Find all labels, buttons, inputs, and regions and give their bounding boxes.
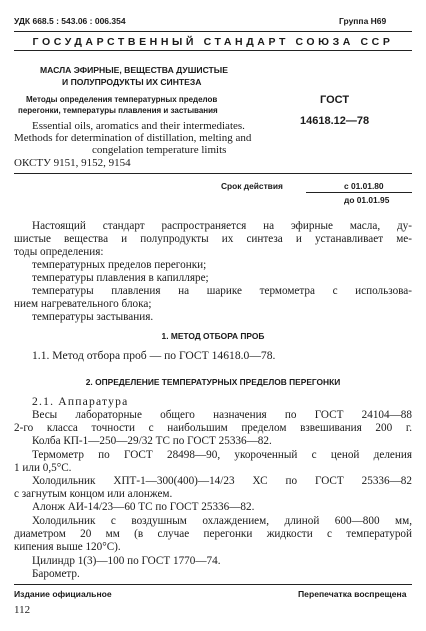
apparatus-line: с загнутым концом или алонжем. xyxy=(14,488,173,500)
title-subtitle-line1: Методы определения температурных пределов xyxy=(26,95,218,104)
apparatus-line: Алонж АИ-14/23—60 ТС по ГОСТ 25336—82. xyxy=(32,501,255,513)
section1-paragraph: 1.1. Метод отбора проб — по ГОСТ 14618.0—78. xyxy=(32,349,276,362)
official-edition-label: Издание официальное xyxy=(14,589,112,599)
apparatus-line: диаметром 20 мм (в случае перегонки жидкости с температурой xyxy=(14,528,412,540)
intro-list-item: температуры плавления в капилляре; xyxy=(32,272,209,284)
intro-list-item: температуры застывания. xyxy=(32,311,154,323)
validity-to: до 01.01.95 xyxy=(344,195,390,205)
title-en-line3: congelation temperature limits xyxy=(92,144,227,156)
page-number: 112 xyxy=(14,604,31,616)
intro-list-item: температурных пределов перегонки; xyxy=(32,259,207,271)
intro-line: Настоящий стандарт распространяется на эфирные масла, ду- xyxy=(32,220,412,232)
validity-from: с 01.01.80 xyxy=(344,181,384,191)
intro-line: тоды определения: xyxy=(14,246,104,258)
title-subtitle-line2: перегонки, температуры плавления и застывания xyxy=(18,106,218,115)
intro-list-item: нием нагревательного блока; xyxy=(14,298,152,310)
title-en-line2: Methods for determination of distillation, melting and xyxy=(14,132,252,144)
gost-number: 14618.12—78 xyxy=(300,115,370,127)
footer-rule xyxy=(14,584,412,585)
reprint-notice: Перепечатка воспрещена xyxy=(298,589,407,599)
apparatus-line: Термометр по ГОСТ 28498—90, укороченный с ценой деления xyxy=(32,449,412,461)
apparatus-line: кипения выше 120°С). xyxy=(14,541,121,553)
apparatus-line: Барометр. xyxy=(32,568,80,580)
state-standard-banner: ГОСУДАРСТВЕННЫЙ СТАНДАРТ СОЮЗА ССР xyxy=(32,36,394,48)
apparatus-line: 1 или 0,5°С. xyxy=(14,462,72,474)
header-bottom-rule xyxy=(14,50,412,51)
apparatus-line: Холодильник с воздушным охлаждением, длиной 600—800 мм, xyxy=(32,515,412,527)
validity-label: Срок действия xyxy=(221,181,283,191)
header-top-rule xyxy=(14,31,412,32)
apparatus-line: Холодильник ХПТ-1—300(400)—14/23 ХС по ГОСТ 25336—82 xyxy=(32,475,412,487)
intro-list-item: температуры плавления на шарике термометра с использова- xyxy=(32,285,412,297)
section1-heading: 1. МЕТОД ОТБОРА ПРОБ xyxy=(161,331,265,341)
apparatus-line: Колба КП-1—250—29/32 ТС по ГОСТ 25336—82. xyxy=(32,435,272,447)
intro-line: шистые вещества и полупродукты их синтеза и устанавливает ме- xyxy=(14,233,412,245)
okstu-codes: ОКСТУ 9151, 9152, 9154 xyxy=(14,157,131,169)
title-en-line1: Essential oils, aromatics and their intermediates. xyxy=(32,120,245,132)
apparatus-line: Весы лабораторные общего назначения по ГОСТ 24104—88 xyxy=(32,409,412,421)
title-ru-line1: МАСЛА ЭФИРНЫЕ, ВЕЩЕСТВА ДУШИСТЫЕ xyxy=(40,65,228,75)
udk-code: УДК 668.5 : 543.06 : 006.354 xyxy=(14,16,126,26)
title-ru-line2: И ПОЛУПРОДУКТЫ ИХ СИНТЕЗА xyxy=(62,77,202,87)
apparatus-line: Цилиндр 1(3)—100 по ГОСТ 1770—74. xyxy=(32,555,221,567)
section2-heading: 2. ОПРЕДЕЛЕНИЕ ТЕМПЕРАТУРНЫХ ПРЕДЕЛОВ ПЕРЕГОНКИ xyxy=(85,377,341,387)
gost-label: ГОСТ xyxy=(320,94,350,106)
section2-subheading: 2.1. Аппаратура xyxy=(32,395,129,408)
group-code: Группа Н69 xyxy=(339,16,387,26)
title-bottom-rule xyxy=(14,173,412,174)
validity-rule xyxy=(306,192,412,193)
apparatus-line: 2-го класса точности с наибольшим пределом взвешивания 200 г. xyxy=(14,422,412,434)
